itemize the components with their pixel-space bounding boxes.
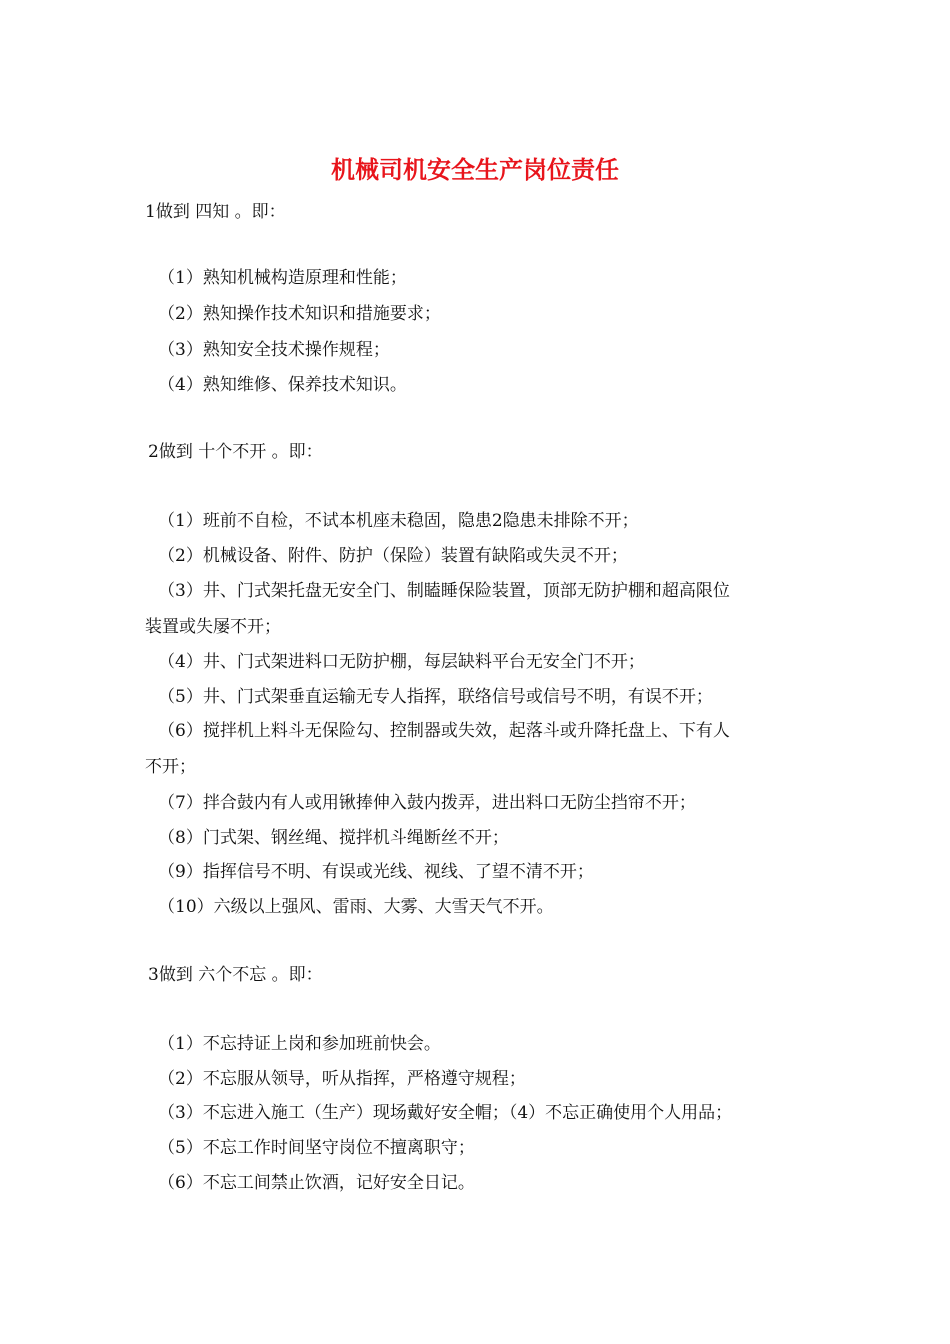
section-3-item-5: （5）不忘工作时间坚守岗位不擅离职守；	[158, 1138, 475, 1158]
section-2-item-5: （5）井、门式架垂直运输无专人指挥，联络信号或信号不明，有误不开；	[158, 687, 713, 707]
section-1-heading: 1做到 四知 。即：	[145, 202, 286, 222]
section-3-item-6: （6）不忘工间禁止饮酒，记好安全日记。	[158, 1173, 475, 1193]
section-3-heading: 3做到 六个不忘 。即：	[148, 965, 323, 985]
section-2-item-4: （4）井、门式架进料口无防护棚，每层缺料平台无安全门不开；	[158, 652, 645, 672]
section-2-item-9: （9）指挥信号不明、有误或光线、视线、了望不清不开；	[158, 862, 594, 882]
section-2-item-3-continued: 装置或失屡不开；	[145, 617, 281, 637]
document-title: 机械司机安全生产岗位责任	[331, 155, 619, 184]
section-2-item-6: （6）搅拌机上料斗无保险勾、控制器或失效，起落斗或升降托盘上、下有人	[158, 721, 730, 741]
section-3-item-2: （2）不忘服从领导，听从指挥，严格遵守规程；	[158, 1069, 526, 1089]
section-2-item-2: （2）机械设备、附件、防护（保险）装置有缺陷或失灵不开；	[158, 546, 628, 566]
section-2-item-6-continued: 不开；	[145, 757, 196, 777]
section-3-item-1: （1）不忘持证上岗和参加班前快会。	[158, 1034, 441, 1054]
section-2-item-10: （10）六级以上强风、雷雨、大雾、大雪天气不开。	[158, 897, 554, 917]
section-2-heading: 2做到 十个不开 。即：	[148, 442, 323, 462]
section-2-item-3: （3）井、门式架托盘无安全门、制瞌睡保险装置，顶部无防护棚和超高限位	[158, 581, 730, 601]
section-1-item-2: （2）熟知操作技术知识和措施要求；	[158, 304, 441, 324]
section-2-item-8: （8）门式架、钢丝绳、搅拌机斗绳断丝不开；	[158, 828, 509, 848]
section-2-item-1: （1）班前不自检，不试本机座未稳固，隐患2隐患未排除不开；	[158, 511, 639, 531]
section-2-item-7: （7）拌合鼓内有人或用锹捧伸入鼓内拨弄，进出料口无防尘挡帘不开；	[158, 793, 696, 813]
section-1-item-4: （4）熟知维修、保养技术知识。	[158, 375, 407, 395]
section-1-item-1: （1）熟知机械构造原理和性能；	[158, 268, 407, 288]
section-3-item-3: （3）不忘进入施工（生产）现场戴好安全帽；（4）不忘正确使用个人用品；	[158, 1103, 733, 1123]
section-1-item-3: （3）熟知安全技术操作规程；	[158, 340, 390, 360]
